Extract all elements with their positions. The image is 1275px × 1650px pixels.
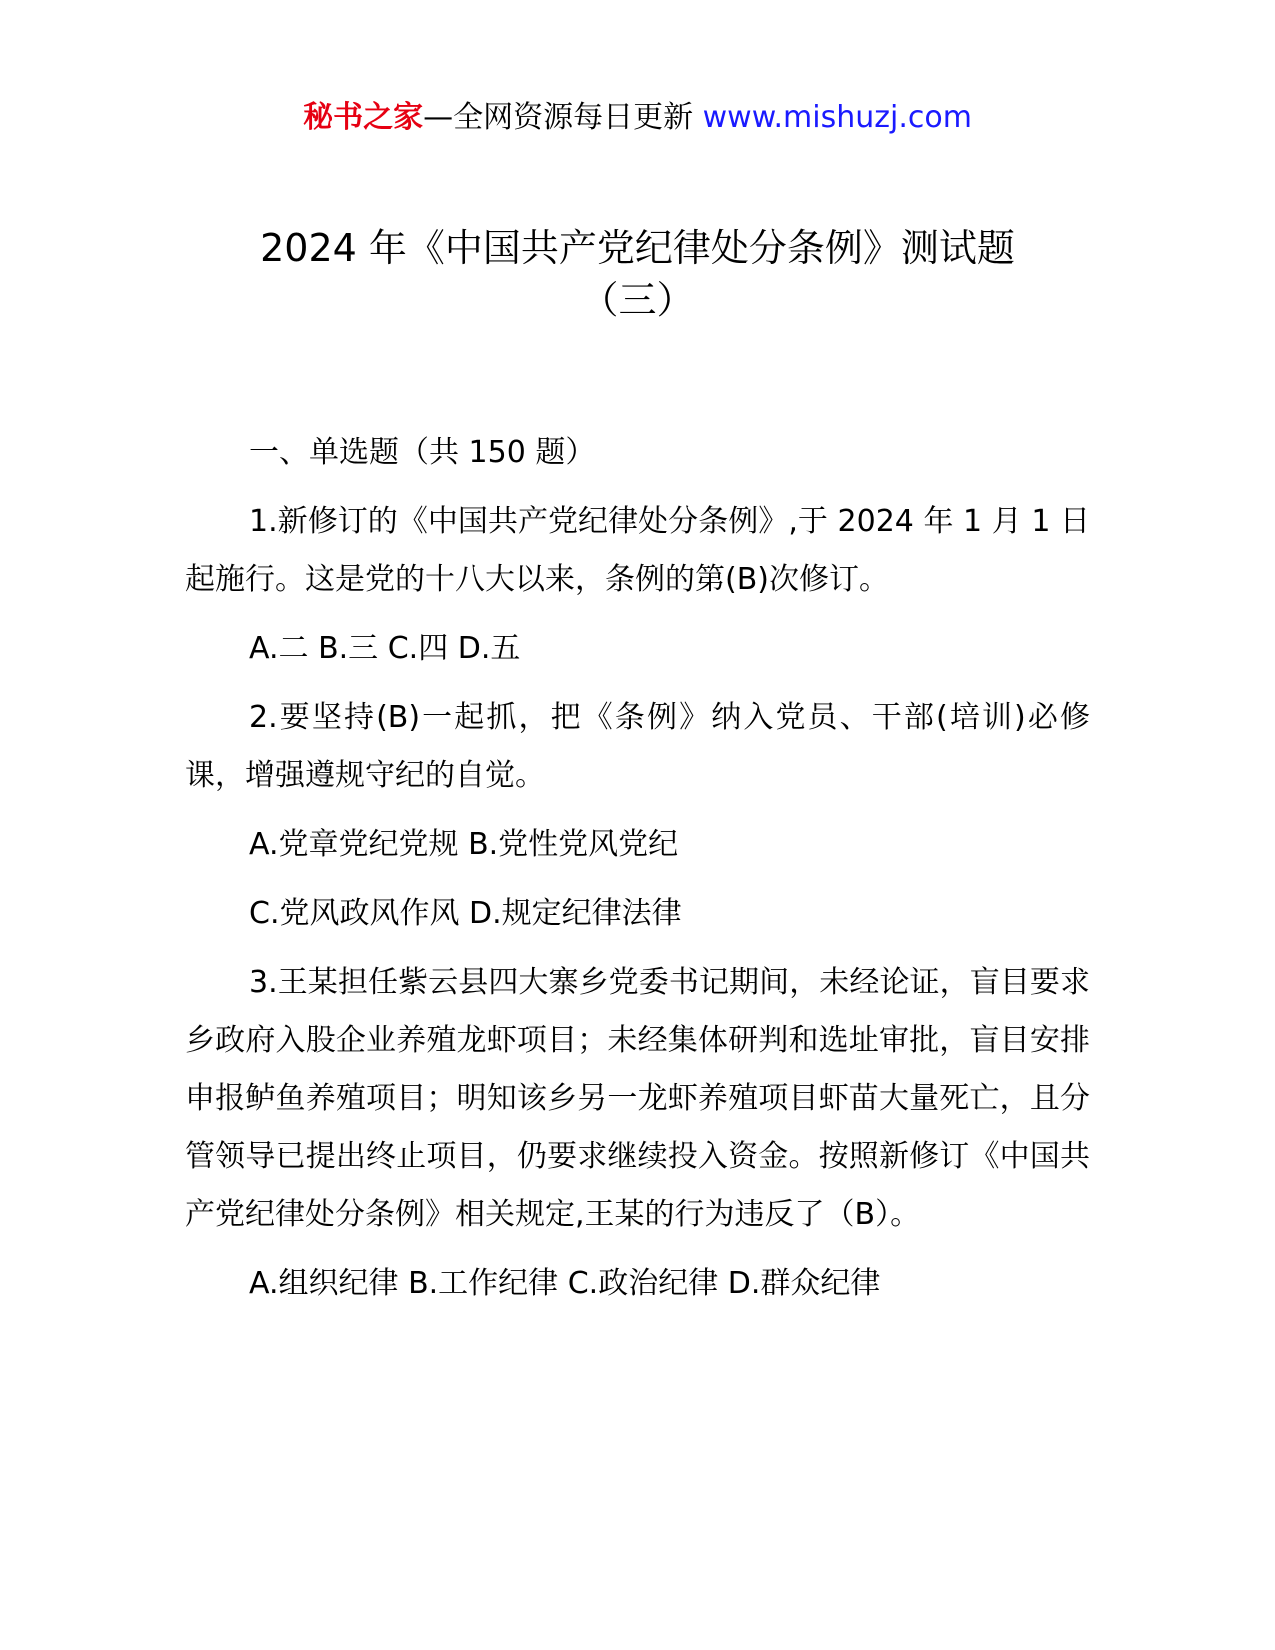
site-header [0,96,1275,140]
question-1-text: 1.新修订的《中国共产党纪律处分条例》,于 2024 年 1 月 1 日起施行。这是党的十八大以来，条例的第(B)次修订。 [185,504,1090,597]
site-tagline: —全网资源每日更新 [423,100,703,135]
title-line-sub: （三） [580,278,695,322]
document-body [185,424,1090,1324]
question-3-options: A.组织纪律 B.工作纪律 C.政治纪律 D.群众纪律 [249,1266,881,1301]
site-url-link[interactable]: www.mishuzj.com [702,100,972,135]
question-3-text: 3.王某担任紫云县四大寨乡党委书记期间，未经论证，盲目要求乡政府入股企业养殖龙虾项目；未经集体研判和选址审批，盲目安排申报鲈鱼养殖项目；明知该乡另一龙虾养殖项目虾苗大量死亡，且分管领导已提出终止项目，仍要求继续投入资金。按照新修订《中国共产党纪律处分条例》相关规定,王某的行为违反了（B）。 [185,965,1090,1232]
question-1-options: A.二 B.三 C.四 D.五 [249,631,521,666]
title-line-main: 2024 年《中国共产党纪律处分条例》测试题 [260,226,1015,270]
site-brand: 秘书之家 [303,100,424,135]
question-2-text: 2.要坚持(B)一起抓，把《条例》纳入党员、干部(培训)必修课，增强遵规守纪的自觉。 [185,700,1090,793]
document-title [150,222,1125,326]
question-2-options-cd: C.党风政风作风 D.规定纪律法律 [249,896,682,931]
question-2-options-ab: A.党章党纪党规 B.党性党风党纪 [249,827,679,862]
section-heading: 一、单选题（共 150 题） [249,435,596,470]
